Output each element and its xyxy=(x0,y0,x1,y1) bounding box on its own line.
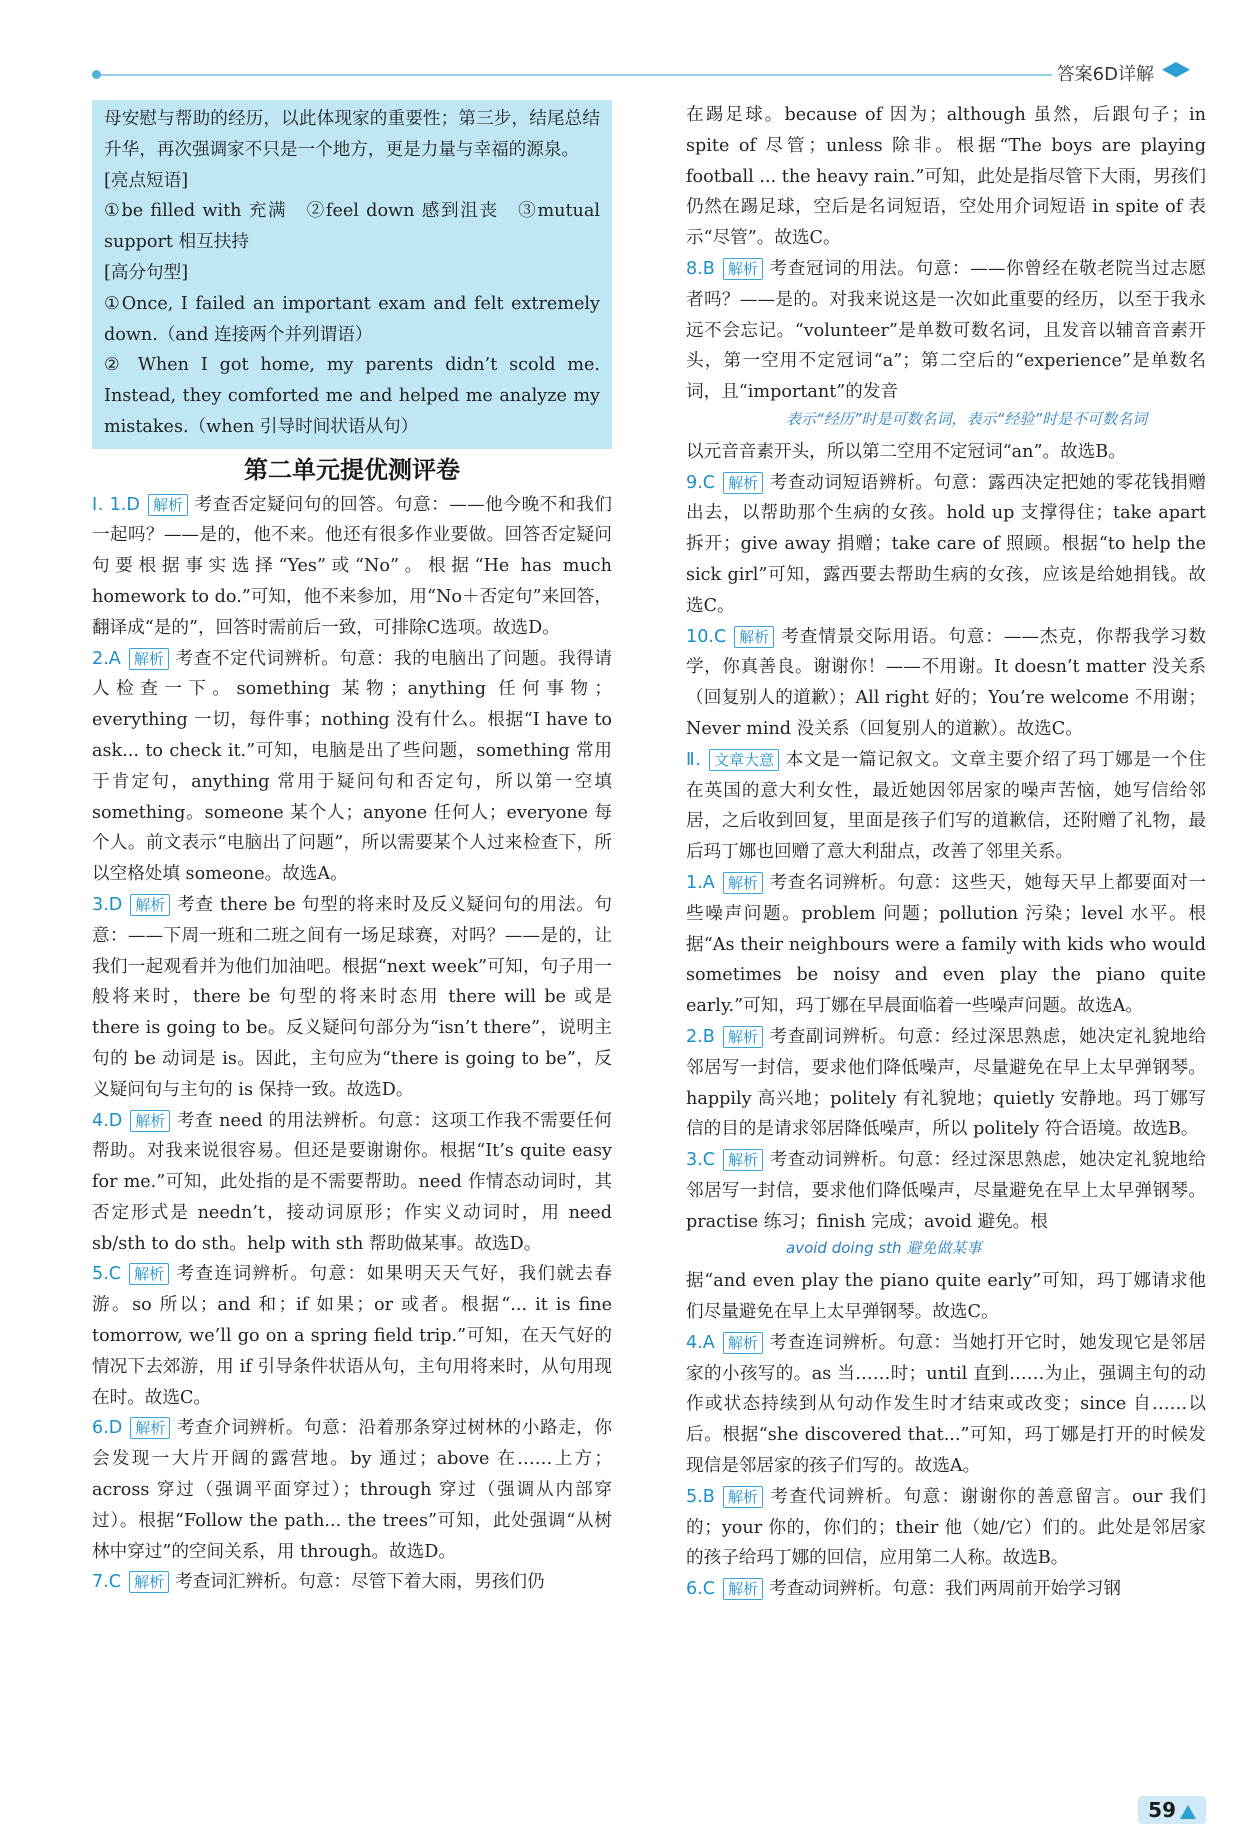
box-line: 母安慰与帮助的经历，以此体现家的重要性；第三步，结尾总结升华，再次强调家不只是一个地方，更是力量与幸福的源泉。 xyxy=(104,109,600,160)
answer-item: 9.C 解析 考查动词短语辨析。句意：露西决定把她的零花钱捐赠出去，以帮助那个生病的女孩。hold up 支撑得住；take apart 拆开；give away 捐赠；take care of 照顾。根据“to help the sick girl”可知，露西要去帮助生病的女孩，应该是给她捐钱。故选C。 xyxy=(686,472,1206,616)
analysis-tag: 解析 xyxy=(723,258,763,280)
box-line: ①Once, I failed an important exam and felt extremely down.（and 连接两个并列谓语） xyxy=(104,293,600,345)
answer-item: Ⅰ. 1.D 解析 考查否定疑问句的回答。句意：——他今晚不和我们一起吗？——是的，他不来。他还有很多作业要做。回答否定疑问句要根据事实选择“Yes”或“No”。根据“He has much homework to do.”可知，他不来参加，用“No＋否定句”来回答，翻译成“是的”，回答时需前后一致，可排除C选项。故选D。 xyxy=(92,494,612,638)
answer-item: 6.C 解析 考查动词辨析。句意：我们两周前开始学习钢 xyxy=(686,1579,1121,1600)
answer-item: 10.C 解析 考查情景交际用语。句意：——杰克，你帮我学习数学，你真善良。谢谢你！——不用谢。It doesn’t matter 没关系（回复别人的道歉）；All right 好的；You’re welcome 不用谢；Never mind 没关系（回复别人的道歉）。故选C。 xyxy=(686,626,1206,739)
handwritten-note: avoid doing sth 避免做某事 xyxy=(786,1239,982,1258)
summary-item: Ⅱ. 文章大意 本文是一篇记叙文。文章主要介绍了玛丁娜是一个住在英国的意大利女性，最近她因邻居家的噪声苦恼，她写信给邻居，之后收到回复，里面是孩子们写的道歉信，还附赠了礼物，最后玛丁娜也回赠了意大利甜点，改善了邻里关系。 xyxy=(686,749,1206,863)
box-line: ①be filled with 充满 ②feel down 感到沮丧 ③mutual support 相互扶持 xyxy=(104,201,600,253)
summary-tag: 文章大意 xyxy=(709,749,779,771)
right-column xyxy=(686,100,1206,1605)
graduation-cap-icon xyxy=(1162,62,1190,84)
answer-item: 7.C 解析 考查词汇辨析。句意：尽管下着大雨，男孩们仍 xyxy=(92,1572,545,1593)
analysis-tag: 解析 xyxy=(129,1263,169,1285)
page-header xyxy=(1057,60,1190,86)
analysis-tag: 解析 xyxy=(723,1332,763,1354)
box-line: [高分句型] xyxy=(104,262,189,283)
answer-item: 4.D 解析 考查 need 的用法辨析。句意：这项工作我不需要任何帮助。对我来说很容易。但还是要谢谢你。根据“It’s quite easy for me.”可知，此处指的是不需要帮助。need 作情态动词时，其否定形式是 needn’t，接动词原形；作实义动词时，用 need sb/sth to do sth。help with sth 帮助做某事。故选D。 xyxy=(92,1110,612,1254)
handwritten-note: 表示“经历”时是可数名词，表示“经验”时是不可数名词 xyxy=(786,409,1148,428)
left-column xyxy=(92,100,612,1598)
box-line: ② When I got home, my parents didn’t scold me. Instead, they comforted me and helped me analyze my mistakes.（when 引导时间状语从句） xyxy=(104,355,600,437)
analysis-tag: 解析 xyxy=(130,894,170,916)
analysis-tag: 解析 xyxy=(734,626,774,648)
page-number: 59 xyxy=(1138,1796,1206,1824)
answer-item: 2.A 解析 考查不定代词辨析。句意：我的电脑出了问题。我得请人检查一下。something 某物；anything 任何事物；everything 一切，每件事；nothing 没有什么。根据“I have to ask... to check it.”可知，电脑是出了些问题，something 常用于肯定句，anything 常用于疑问句和否定句，所以第一空填 something。someone 某个人；anyone 任何人；everyone 每个人。前文表示“电脑出了问题”，所以需要某个人过来检查下，所以空格处填 someone。故选A。 xyxy=(92,648,612,885)
analysis-tag: 解析 xyxy=(723,872,763,894)
answer-item: 6.D 解析 考查介词辨析。句意：沿着那条穿过树林的小路走，你会发现一大片开阔的露营地。by 通过；above 在……上方；across 穿过（强调平面穿过）；through 穿过（强调从内部穿过）。根据“Follow the path... the trees”可知，此处强调“从树林中穿过”的空间关系，用 through。故选D。 xyxy=(92,1418,612,1562)
header-label: 答案6D详解 xyxy=(1056,64,1154,85)
analysis-tag: 解析 xyxy=(723,1578,763,1600)
answer-item: 1.A 解析 考查名词辨析。句意：这些天，她每天早上都要面对一些噪声问题。problem 问题；pollution 污染；level 水平。根据“As their neighbours were a family with kids who would sometimes be noisy and even play the piano quite early.”可知，玛丁娜在早晨面临着一些噪声问题。故选A。 xyxy=(686,872,1206,1017)
answer-continuation: 据“and even play the piano quite early”可知，玛丁娜请求他们尽量避免在早上太早弹钢琴。故选C。 xyxy=(686,1271,1206,1323)
analysis-tag: 解析 xyxy=(723,1149,763,1171)
answer-item: 5.C 解析 考查连词辨析。句意：如果明天天气好，我们就去春游。so 所以；and 和；if 如果；or 或者。根据“... it is fine tomorrow, we’ll go on a spring field trip.”可知，在天气好的情况下去郊游，用 if 引导条件状语从句，主句用将来时，从句用现在时。故选C。 xyxy=(92,1264,612,1408)
arrow-icon xyxy=(1180,1805,1196,1819)
analysis-tag: 解析 xyxy=(148,494,188,516)
analysis-tag: 解析 xyxy=(130,1110,170,1132)
analysis-tag: 解析 xyxy=(130,1417,170,1439)
header-rule xyxy=(92,74,1052,76)
analysis-tag: 解析 xyxy=(129,1571,169,1593)
answer-item: 4.A 解析 考查连词辨析。句意：当她打开它时，她发现它是邻居家的小孩写的。as 当……时；until 直到……为止，强调主句的动作或状态持续到从句动作发生时才结束或改变；since 自……以后。根据“she discovered that...”可知，玛丁娜是打开的时候发现信是邻居家的孩子们写的。故选A。 xyxy=(686,1332,1206,1477)
answer-item: 5.B 解析 考查代词辨析。句意：谢谢你的善意留言。our 我们的；your 你的，你们的；their 他（她/它）们的。此处是邻居家的孩子给玛丁娜的回信，应用第二人称。故选B。 xyxy=(686,1486,1206,1569)
analysis-tag: 解析 xyxy=(723,472,763,494)
answer-continuation: 以元音音素开头，所以第二空用不定冠词“an”。故选B。 xyxy=(686,441,1126,462)
answer-continuation: 在踢足球。because of 因为；although 虽然，后跟句子；in spite of 尽管；unless 除非。根据“The boys are playing football ... the heavy rain.”可知，此处是指尽管下大雨，男孩们仍然在踢足球，空后是名词短语，空处用介词短语 in spite of 表示“尽管”。故选C。 xyxy=(686,105,1206,249)
analysis-tag: 解析 xyxy=(129,648,169,670)
answer-item: 2.B 解析 考查副词辨析。句意：经过深思熟虑，她决定礼貌地给邻居写一封信，要求他们降低噪声，尽量避免在早上太早弹钢琴。happily 高兴地；politely 有礼貌地；quietly 安静地。玛丁娜写信的目的是请求邻居降低噪声，所以 politely 符合语境。故选B。 xyxy=(686,1026,1206,1140)
answer-item: 3.C 解析 考查动词辨析。句意：经过深思熟虑，她决定礼貌地给邻居写一封信，要求他们降低噪声，尽量避免在早上太早弹钢琴。practise 练习；finish 完成；avoid 避免。根 xyxy=(686,1150,1206,1232)
header-dot xyxy=(92,70,101,79)
highlight-box xyxy=(92,100,612,449)
analysis-tag: 解析 xyxy=(723,1486,763,1508)
box-line: [亮点短语] xyxy=(104,170,189,191)
analysis-tag: 解析 xyxy=(723,1026,763,1048)
answer-item: 8.B 解析 考查冠词的用法。句意：——你曾经在敬老院当过志愿者吗？——是的。对我来说这是一次如此重要的经历，以至于我永远不会忘记。“volunteer”是单数可数名词，且发音以辅音音素开头，第一空用不定冠词“a”；第二空后的“experience”是单数名词，且“important”的发音 xyxy=(686,258,1206,403)
answer-item: 3.D 解析 考查 there be 句型的将来时及反义疑问句的用法。句意：——下周一班和二班之间有一场足球赛，对吗？——是的，让我们一起观看并为他们加油吧。根据“next week”可知，句子用一般将来时，there be 句型的将来时态用 there will be 或是 there is going to be。反义疑问句部分为“isn’t there”，说明主句的 be 动词是 is。因此，主句应为“there is going to be”，反义疑问句与主句的 is 保持一致。故选D。 xyxy=(92,894,612,1100)
section-title: 第二单元提优测评卷 xyxy=(244,455,460,484)
